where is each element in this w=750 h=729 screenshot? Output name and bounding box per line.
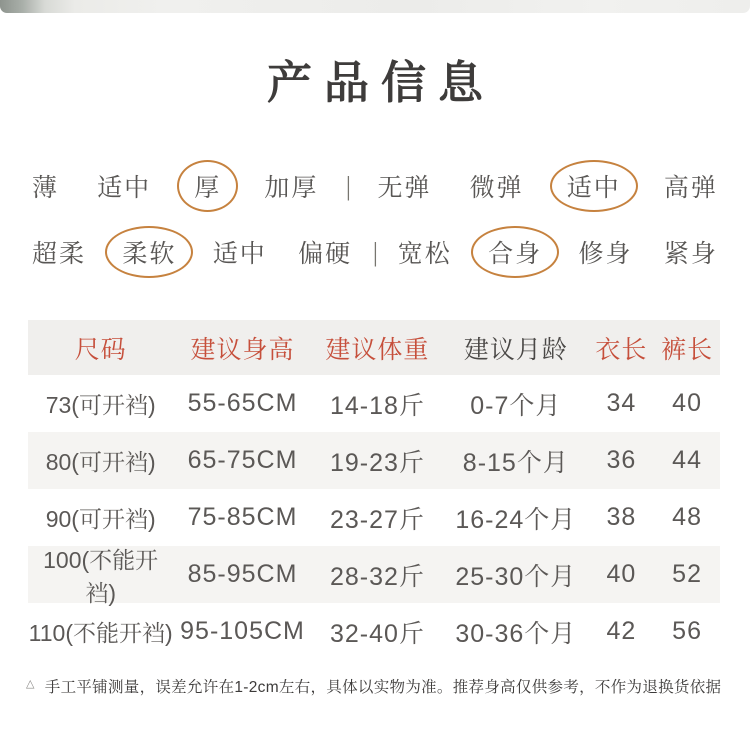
measurement-note-text: 手工平铺测量，误差允许在1-2cm左右，具体以实物为准。推荐身高仅供参考，不作为退换货依据 — [44, 679, 722, 697]
cell-age: 25-30个月 — [455, 562, 577, 591]
option-no-stretch: 无弹 — [377, 174, 432, 203]
option-medium-stretch-selected: 适中 — [550, 160, 638, 212]
option-high-stretch: 高弹 — [663, 174, 718, 203]
cell-size: 110(不能开裆) — [28, 620, 173, 647]
option-fitted-selected: 合身 — [471, 226, 559, 278]
attribute-row-thickness-stretch — [0, 160, 750, 212]
page-title: 产品信息 — [266, 57, 495, 108]
option-soft-selected: 柔软 — [105, 226, 193, 278]
size-row-90 — [28, 489, 720, 546]
cell-size: 73(可开裆) — [45, 392, 156, 419]
size-row-100 — [28, 546, 720, 606]
cell-height: 65-75CM — [187, 446, 298, 475]
cell-pants-length: 56 — [672, 617, 702, 646]
product-photo-edge — [0, 0, 750, 13]
option-medium-thickness: 适中 — [97, 174, 152, 203]
size-row-73 — [28, 375, 720, 432]
size-row-80 — [28, 432, 720, 489]
option-firm: 偏硬 — [298, 240, 353, 269]
cell-size: 80(可开裆) — [45, 449, 156, 476]
cell-weight: 28-32斤 — [329, 562, 425, 591]
attribute-row-softness-fit — [0, 226, 750, 278]
cell-weight: 19-23斤 — [329, 448, 425, 477]
cell-weight: 32-40斤 — [329, 619, 425, 648]
option-loose: 宽松 — [397, 240, 452, 269]
col-header-pants-length: 裤长 — [661, 335, 714, 364]
cell-pants-length: 44 — [672, 446, 702, 475]
divider-bar: | — [345, 170, 350, 201]
cell-garment-length: 36 — [606, 446, 637, 475]
col-header-age: 建议月龄 — [463, 335, 568, 364]
cell-pants-length: 40 — [672, 389, 702, 418]
cell-weight: 14-18斤 — [329, 391, 425, 420]
cell-age: 30-36个月 — [455, 619, 577, 648]
cell-size: 90(可开裆) — [45, 506, 156, 533]
option-super-soft: 超柔 — [32, 240, 87, 269]
option-slim: 修身 — [578, 240, 633, 269]
cell-garment-length: 38 — [606, 503, 637, 532]
cell-garment-length: 40 — [606, 560, 637, 589]
option-tight: 紧身 — [663, 240, 718, 269]
size-table-header-row — [28, 320, 720, 375]
option-slight-stretch: 微弹 — [469, 174, 524, 203]
col-header-height: 建议身高 — [190, 335, 295, 364]
option-thin: 薄 — [32, 174, 60, 203]
cell-garment-length: 42 — [606, 617, 637, 646]
cell-age: 16-24个月 — [455, 505, 577, 534]
measurement-note — [26, 675, 750, 697]
divider-bar: | — [372, 236, 377, 267]
size-row-110 — [28, 603, 720, 660]
cell-age: 8-15个月 — [462, 448, 569, 477]
col-header-size: 尺码 — [74, 335, 127, 364]
col-header-garment-length: 衣长 — [595, 335, 648, 364]
cell-height: 85-95CM — [187, 560, 298, 589]
cell-height: 75-85CM — [187, 503, 298, 532]
triangle-bullet-icon: △ — [26, 678, 35, 691]
cell-size: 100(不能开裆) — [43, 546, 159, 606]
size-chart-table — [28, 320, 720, 660]
cell-pants-length: 52 — [672, 560, 702, 589]
cell-height: 95-105CM — [180, 617, 305, 646]
option-extra-thick: 加厚 — [264, 174, 319, 203]
cell-age: 0-7个月 — [470, 391, 562, 420]
cell-weight: 23-27斤 — [329, 505, 425, 534]
cell-height: 55-65CM — [187, 389, 298, 418]
option-thick-selected: 厚 — [177, 160, 238, 212]
cell-pants-length: 48 — [672, 503, 702, 532]
option-medium-softness: 适中 — [212, 240, 267, 269]
cell-garment-length: 34 — [606, 389, 637, 418]
col-header-weight: 建议体重 — [325, 335, 430, 364]
